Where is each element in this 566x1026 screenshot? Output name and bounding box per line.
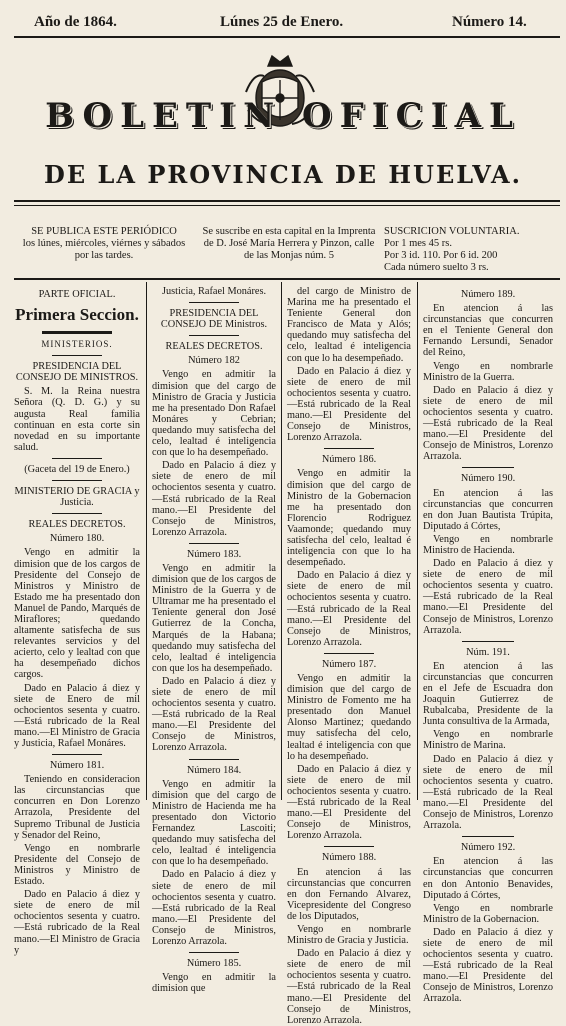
- section-divider: [462, 467, 514, 468]
- section-heading: PARTE OFICIAL.: [38, 289, 116, 300]
- section-divider: [42, 331, 111, 334]
- periodicity-block: SE PUBLICA ESTE PERIÓDICO los lúnes, miércoles, viérnes y sábados por las tardes.: [22, 226, 186, 261]
- column-divider: [146, 282, 147, 800]
- decree-paragraph: Dado en Palacio á diez y siete de Enero de mil ochocientos sesenta y cuatro.—Está rubricado de la Real mano.—El Ministro de Gracia y Justicia, Rafael Monáres.: [14, 682, 140, 749]
- decree-paragraph: Dado en Palacio á diez y siete de enero de mil ochocientos sesenta y cuatro.—Está rubricado de la Real mano.—El Presidente del Consejo de Ministros, Lorenzo Arrazola.: [152, 869, 276, 947]
- section-divider: [462, 641, 514, 642]
- section-divider: [52, 754, 102, 755]
- decree-paragraph: Dado en Palacio á diez y siete de enero de mil ochocientos sesenta y cuatro.—Está rubricado de la Real mano.—El Presidente del Consejo de Ministros, Lorenzo Arrazola.: [152, 675, 276, 754]
- section-heading: (Gaceta del 19 de Enero.): [24, 463, 130, 475]
- decree-paragraph: En atencion á las circunstancias que concurren en don Antonio Benavides, Diputado á Córtes,: [423, 856, 553, 901]
- section-divider: [52, 458, 102, 459]
- decree-paragraph: Vengo en nombrarle Ministro de Marina.: [423, 729, 553, 752]
- prices-block: SUSCRICION VOLUNTARIA. Por 1 mes 45 rs. Por 3 id. 110. Por 6 id. 200 Cada número suelto 3 rs.: [384, 226, 520, 273]
- section-heading: Número 188.: [321, 852, 377, 864]
- decree-paragraph: Dado en Palacio á diez y siete de enero de mil ochocientos sesenta y cuatro.—Está rubricado de la Real mano.—El Presidente del Consejo de Ministros, Lorenzo Arrazola.: [287, 763, 411, 842]
- decree-paragraph: Vengo en admitir la dimision que: [152, 972, 276, 995]
- section-title: Primera Seccion.: [15, 305, 139, 325]
- section-divider: [324, 846, 374, 847]
- decree-paragraph: Vengo en admitir la dimision que de los cargos de Ministro de la Guerra y de Ultramar me ha presentado el Teniente general don José Gutierrez de la Concha, Marqués de la Habana; quedando muy satisfecha del celo, lealtad é inteligencia con que los ha desempeñado.: [152, 562, 276, 674]
- section-heading: Número 192.: [460, 842, 516, 854]
- decree-paragraph: Vengo en admitir la dimision que de los cargos de Presidente del Consejo de Ministros y Ministro de Estado me ha presentado don Manuel de Pando, Marqués de Miraflores; quedando altamente satisfecha de sus relevantes servicios y del acierto, celo y lealtad con que ha desempeñado dichos cargos.: [14, 547, 140, 681]
- decree-paragraph: S. M. la Reina nuestra Señora (Q. D. G.) y su augusta Real familia continuan en esta corte sin novedad en su importante salud.: [14, 386, 140, 453]
- section-heading: Número 183.: [186, 548, 242, 560]
- section-heading: Número 189.: [460, 289, 516, 300]
- decree-paragraph: En atencion á las circunstancias que concurren en el Jefe de Escuadra don Joaquin Gutierrez de Rubalcaba, Presidente de la Junta consultiva de la Armada,: [423, 660, 553, 728]
- section-heading: Número 180.: [49, 533, 105, 545]
- column-divider: [417, 282, 418, 800]
- decree-paragraph: Vengo en nombrarle Ministro de la Gobernacion.: [423, 902, 553, 925]
- masthead-rule: [14, 200, 560, 202]
- section-divider: [52, 480, 102, 481]
- section-divider: [189, 335, 239, 336]
- decree-paragraph: Dado en Palacio á diez y siete de enero de mil ochocientos sesenta y cuatro.—Está rubricado de la Real mano.—El Ministro de Gracia y: [14, 889, 140, 956]
- decree-paragraph: Dado en Palacio á diez y siete de enero de mil ochocientos sesenta y cuatro.—Está rubricado de la Real mano.—El Presidente del Consejo de Ministros, Lorenzo Arrazola.: [423, 384, 553, 463]
- section-heading: Número 190.: [460, 473, 516, 485]
- section-divider: [189, 302, 239, 303]
- decree-paragraph: Dado en Palacio á diez y siete de enero de mil ochocientos sesenta y cuatro.—Está rubricado de la Real mano.—El Presidente del Consejo de Ministros, Lorenzo Arrazola.: [152, 460, 276, 538]
- decree-paragraph: Vengo en admitir la dimision que del cargo de Ministro de la Gobernacion me ha presentado don Florencio Rodriguez Vaamonde; quedando muy satisfecha del celo, lealtad é inteligencia con que lo ha desempeñado.: [287, 468, 411, 569]
- decree-paragraph: Vengo en nombrarle Ministro de Hacienda.: [423, 533, 553, 556]
- section-heading: MINISTERIO DE GRACIA y Justicia.: [14, 486, 140, 509]
- decree-paragraph: Vengo en nombrarle Ministro de Gracia y Justicia.: [287, 923, 411, 947]
- section-heading: Número 184.: [186, 764, 242, 776]
- column-3: [287, 286, 411, 1026]
- decree-paragraph: Dado en Palacio á diez y siete de enero de mil ochocientos sesenta y cuatro.—Está rubricado de la Real mano.—El Presidente del Consejo de Ministros, Lorenzo Arrazola.: [287, 365, 411, 444]
- decree-paragraph: Vengo en nombrarle Presidente del Consejo de Ministros y Ministro de Estado.: [14, 842, 140, 888]
- decree-paragraph: En atencion á las circunstancias que concurren en don Fernando Alvarez, Vicepresidente del Congreso de los Diputados,: [287, 866, 411, 922]
- subscription-place-block: Se suscribe en esta capital en la Imprenta de D. José María Herrera y Pinzon, calle de las Monjas núm. 5: [202, 226, 376, 261]
- column-2: [152, 286, 276, 995]
- section-heading: Número 187.: [321, 658, 377, 670]
- section-heading: REALES DECRETOS.: [28, 519, 126, 531]
- decree-paragraph: Teniendo en consideracion las circunstancias que concurren en Don Lorenzo Arrazola, Presidente del Supremo Tribunal de Justicia y Senador del Reino,: [14, 774, 140, 841]
- header-rule: [14, 36, 560, 38]
- decree-paragraph: Dado en Palacio á diez y siete de enero de mil ochocientos sesenta y cuatro.—Está rubricado de la Real mano.—El Presidente del Consejo de Ministros, Lorenzo Arrazola.: [423, 926, 553, 1005]
- column-1: [14, 286, 140, 956]
- section-divider: [189, 759, 239, 760]
- decree-paragraph: del cargo de Ministro de Marina me ha presentado el Teniente General don Francisco de Mata y Alós; quedando muy satisfecha del celo, lealtad é inteligencia con que lo ha desempeñado.: [287, 286, 411, 364]
- decree-paragraph: Vengo en nombrarle Ministro de la Guerra.: [423, 360, 553, 383]
- decree-paragraph: Dado en Palacio á diez y siete de enero de mil ochocientos sesenta y cuatro.—Está rubricado de la Real mano.—El Presidente del Consejo de Ministros, Lorenzo Arrazola.: [423, 753, 553, 832]
- section-heading: PRESIDENCIA DEL CONSEJO DE MINISTROS.: [15, 361, 139, 384]
- section-divider: [52, 355, 102, 356]
- issue-date: Lúnes 25 de Enero.: [220, 14, 344, 30]
- masthead-title: BOLETIN OFICIAL: [45, 96, 521, 136]
- section-divider: [189, 952, 239, 953]
- decree-paragraph: Justicia, Rafael Monáres.: [162, 286, 267, 297]
- decree-paragraph: Vengo en admitir la dimision que del cargo de Ministro de Fomento me ha presentado don Manuel Alonso Martinez; quedando muy satisfecha del celo, lealtad é inteligencia con que lo ha desempeñado.: [287, 673, 411, 762]
- issue-year: Año de 1864.: [34, 14, 117, 30]
- section-heading: Núm. 191.: [466, 646, 510, 658]
- section-divider: [324, 448, 374, 449]
- column-divider: [281, 282, 282, 800]
- section-heading: Número 185.: [186, 958, 242, 970]
- column-4: [423, 286, 553, 1005]
- section-divider: [189, 543, 239, 544]
- section-heading: REALES DECRETOS.: [165, 341, 263, 353]
- decree-paragraph: En atencion á las circunstancias que concurren en don Juan Bautista Trúpita, Diputado á Córtes,: [423, 487, 553, 532]
- section-divider: [52, 513, 102, 514]
- decree-paragraph: Dado en Palacio á diez y siete de enero de mil ochocientos sesenta y cuatro.—Está rubricado de la Real mano.—El Presidente del Consejo de Ministros, Lorenzo Arrazola.: [423, 558, 553, 636]
- section-heading: Número 182: [188, 355, 240, 367]
- decree-paragraph: En atencion á las circunstancias que concurren en el Teniente General don Fernando Lersundi, Senador del Reino,: [423, 303, 553, 359]
- issue-number: Número 14.: [452, 14, 527, 30]
- decree-paragraph: Vengo en admitir la dimision que del cargo de Ministro de Hacienda me ha presentado don Victorio Fernandez Lascoiti; quedando muy satisfecha del celo, lealtad é inteligencia con que lo ha desempeñado.: [152, 778, 276, 868]
- section-divider: [324, 653, 374, 654]
- section-divider: [462, 836, 514, 837]
- decree-paragraph: Vengo en admitir la dimision que del cargo de Ministro de Gracia y Justicia me ha presentado Don Rafael Monáres y Cebrian; quedando muy satisfecha del celo, lealtad é inteligencia con que lo ha desempeñado.: [152, 369, 276, 459]
- masthead-subtitle: DE LA PROVINCIA DE HUELVA.: [44, 160, 522, 189]
- masthead-rule-thin: [14, 205, 560, 206]
- section-heading: Número 186.: [321, 454, 377, 466]
- decree-paragraph: Dado en Palacio á diez y siete de enero de mil ochocientos sesenta y cuatro.—Está rubricado de la Real mano.—El Presidente del Consejo de Ministros, Lorenzo Arrazola.: [287, 948, 411, 1026]
- body-top-rule: [14, 278, 560, 280]
- section-heading: MINISTERIOS.: [41, 339, 113, 350]
- decree-paragraph: Dado en Palacio á diez y siete de enero de mil ochocientos sesenta y cuatro.—Está rubricado de la Real mano.—El Presidente del Consejo de Ministros, Lorenzo Arrazola.: [287, 570, 411, 648]
- section-heading: Número 181.: [49, 760, 105, 772]
- section-heading: PRESIDENCIA DEL CONSEJO DE Ministros.: [160, 308, 268, 331]
